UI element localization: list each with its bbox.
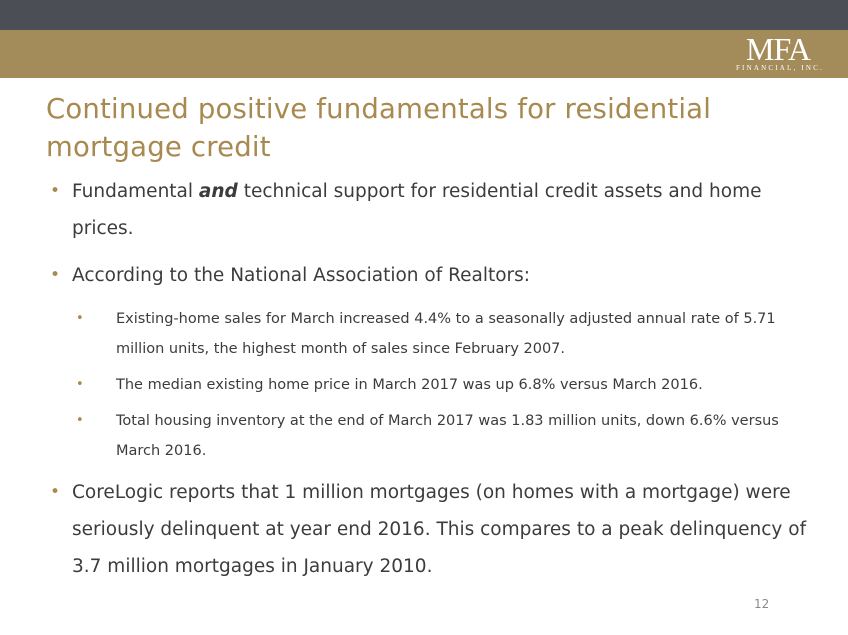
top-bar (0, 0, 848, 30)
bullet-corelogic: • CoreLogic reports that 1 million mortgages (on homes with a mortgage) were seriously delinquent at year end 2016. This compares to a peak delinquency of 3.7 million mortgages in January 2010. (50, 474, 820, 585)
mfa-logo (710, 31, 830, 74)
bullet-list (50, 173, 820, 585)
sub-bullet-housing-inventory: • Total housing inventory at the end of March 2017 was 1.83 million units, down 6.6% versus March 2016. (50, 406, 820, 466)
bullet-text-before: Fundamental (72, 181, 199, 202)
bullet-text-after: technical support for residential credit assets and home prices. (72, 181, 762, 239)
bullet-text-emphasis: and (198, 181, 238, 202)
logo-subtitle: FINANCIAL, INC. (735, 64, 824, 72)
sub-bullet-median-price: • The median existing home price in March 2017 was up 6.8% versus March 2016. (50, 370, 820, 400)
page-number: 12 (754, 597, 770, 611)
logo-mark: MFA (746, 31, 810, 67)
bullet-nar: • According to the National Association of Realtors: (50, 257, 820, 294)
bullet-fundamental-support (50, 173, 820, 247)
sub-bullet-existing-home-sales: • Existing-home sales for March increased 4.4% to a seasonally adjusted annual rate of 5.71 million units, the highest month of sales since February 2007. (50, 304, 820, 364)
slide-title: Continued positive fundamentals for residential mortgage credit (46, 93, 712, 163)
